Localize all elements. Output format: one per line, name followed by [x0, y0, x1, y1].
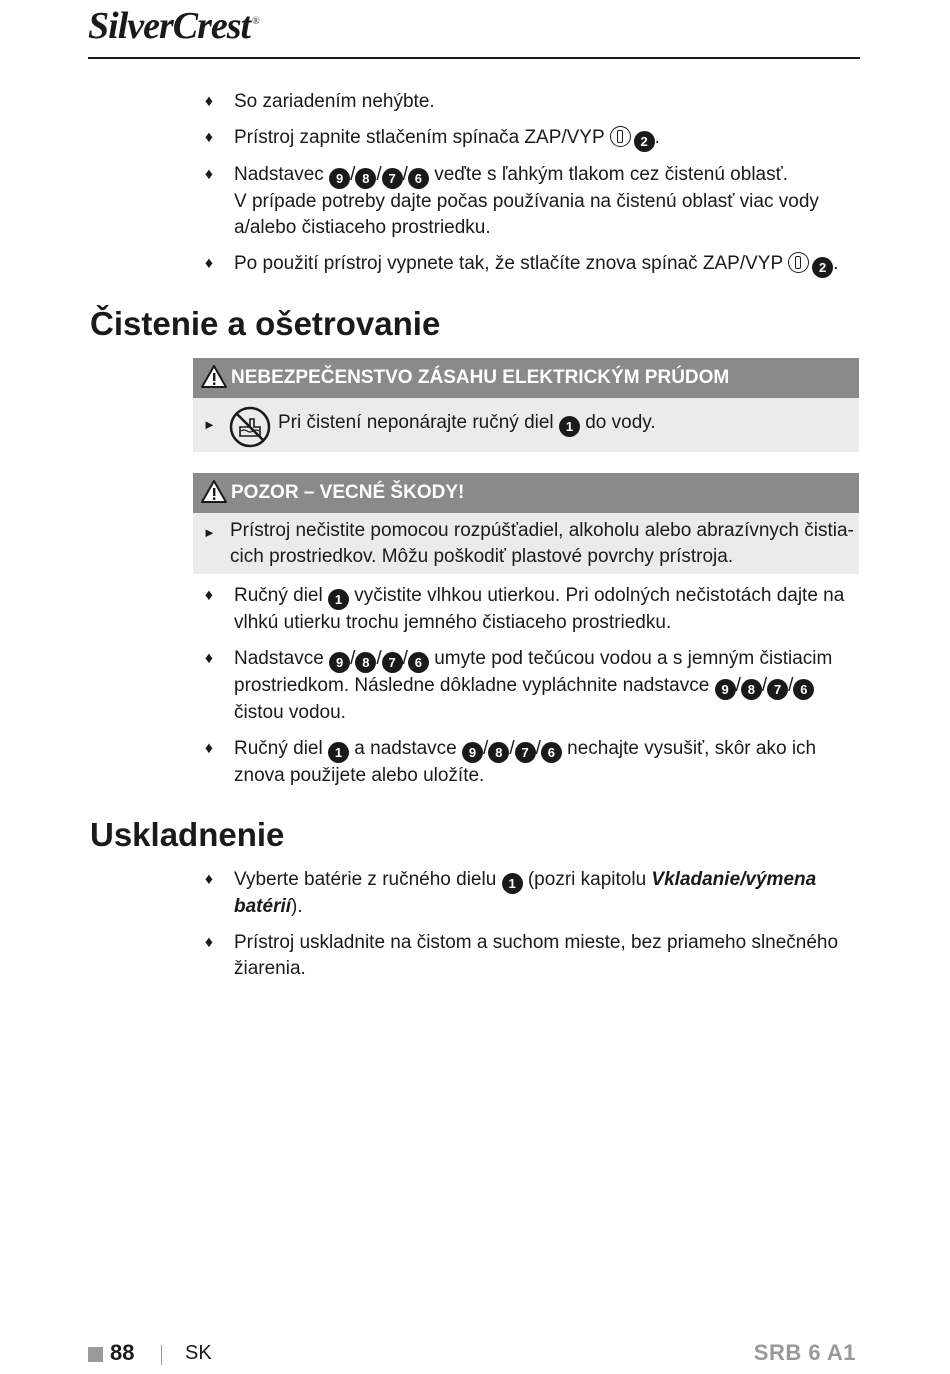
- item-text: .: [654, 127, 660, 148]
- item-text: ).: [291, 896, 303, 917]
- warning-triangle-icon: [201, 365, 227, 388]
- danger-box-title: NEBEZPEČENSTVO ZÁSAHU ELEKTRICKÝM PRÚDOM: [231, 367, 730, 388]
- diamond-bullet-icon: ♦: [204, 934, 214, 951]
- diamond-bullet-icon: ♦: [204, 650, 214, 667]
- list-item: [200, 583, 860, 636]
- item-text: umyte pod tečúcou vodou a s jemným čistiacim: [434, 648, 833, 669]
- danger-box-header: [193, 358, 859, 398]
- caution-box: [193, 473, 859, 574]
- item-text: Ručný diel: [234, 585, 323, 606]
- item-text: vlhkú utierku trochu jemného čistiaceho prostriedku.: [234, 612, 672, 633]
- part-number-badge: 2: [812, 257, 833, 278]
- power-switch-icon: [788, 252, 809, 273]
- part-number-badge: 9: [715, 679, 736, 700]
- item-text: So zariadením nehýbte.: [234, 91, 435, 112]
- brand-name: SilverCrest: [88, 5, 251, 47]
- part-number-badge: 7: [382, 652, 403, 673]
- danger-box-row: [193, 398, 859, 437]
- slash: /: [350, 164, 356, 185]
- part-number-badge: 7: [767, 679, 788, 700]
- chapter-reference: Vkladanie/výmena: [651, 869, 817, 890]
- list-item: [200, 251, 860, 278]
- no-immersion-icon: [229, 406, 271, 448]
- cleaning-list: [200, 583, 860, 789]
- model-number: SRB 6 A1: [753, 1340, 856, 1365]
- list-item: [200, 646, 860, 726]
- footer-divider: [161, 1345, 162, 1365]
- caution-text: cich prostriedkov. Môžu poškodiť plastové povrchy prístroja.: [230, 546, 734, 567]
- item-text: .: [833, 253, 839, 274]
- part-number-badge: 8: [741, 679, 762, 700]
- part-number-badge: 6: [408, 168, 429, 189]
- registered-mark: ®: [252, 16, 259, 28]
- item-text: Nadstavec: [234, 164, 324, 185]
- power-switch-icon: [610, 126, 631, 147]
- chapter-reference: batérií: [234, 896, 292, 917]
- list-item: [200, 89, 860, 115]
- diamond-bullet-icon: ♦: [204, 129, 214, 146]
- item-text: prostriedkom. Následne dôkladne vypláchnite nadstavce: [234, 675, 710, 696]
- brand-logo: [88, 4, 259, 48]
- caution-box-title: POZOR – VECNÉ ŠKODY!: [231, 482, 465, 503]
- part-number-badge: 8: [355, 652, 376, 673]
- item-text: Prístroj zapnite stlačením spínača ZAP/VYP: [234, 127, 605, 148]
- item-text: veďte s ľahkým tlakom cez čistenú oblasť.: [434, 164, 789, 185]
- item-text: V prípade potreby dajte počas používania na čistenú oblasť viac vody: [234, 191, 819, 212]
- diamond-bullet-icon: ♦: [204, 166, 214, 183]
- list-item: [200, 125, 860, 152]
- caution-box-row: [193, 513, 859, 570]
- section-heading-cleaning: Čistenie a ošetrovanie: [90, 305, 441, 342]
- section-heading-storage: Uskladnenie: [90, 816, 285, 853]
- arrow-bullet-icon: ►: [203, 525, 216, 540]
- storage-list: [200, 867, 860, 982]
- part-number-badge: 2: [634, 131, 655, 152]
- list-item: [200, 162, 860, 241]
- item-text: žiarenia.: [234, 958, 306, 979]
- part-number-badge: 7: [382, 168, 403, 189]
- part-number-badge: 1: [559, 416, 580, 437]
- part-number-badge: 1: [328, 589, 349, 610]
- slash: /: [483, 738, 489, 759]
- list-item: [200, 867, 860, 920]
- item-text: Nadstavce: [234, 648, 324, 669]
- item-text: vyčistite vlhkou utierkou. Pri odolných nečistotách dajte na: [354, 585, 845, 606]
- part-number-badge: 8: [488, 742, 509, 763]
- slash: /: [402, 164, 408, 185]
- item-text: znova použijete alebo uložíte.: [234, 765, 485, 786]
- slash: /: [350, 648, 356, 669]
- diamond-bullet-icon: ♦: [204, 255, 214, 272]
- diamond-bullet-icon: ♦: [204, 93, 214, 110]
- warning-triangle-icon: [201, 480, 227, 503]
- slash: /: [376, 164, 382, 185]
- item-text: čistou vodou.: [234, 702, 346, 723]
- arrow-bullet-icon: ►: [203, 417, 216, 432]
- part-number-badge: 1: [502, 873, 523, 894]
- slash: /: [376, 648, 382, 669]
- danger-text: Pri čistení neponárajte ručný diel: [278, 412, 554, 433]
- intro-list: [200, 89, 860, 278]
- danger-text: do vody.: [585, 412, 656, 433]
- item-text: Po použití prístroj vypnete tak, že stlačíte znova spínač ZAP/VYP: [234, 253, 783, 274]
- diamond-bullet-icon: ♦: [204, 740, 214, 757]
- slash: /: [761, 675, 768, 696]
- item-text: nechajte vysušiť, skôr ako ich: [567, 738, 817, 759]
- slash: /: [735, 675, 741, 696]
- danger-warning-box: [193, 358, 859, 452]
- list-item: [200, 736, 860, 789]
- header-rule: [88, 57, 860, 59]
- part-number-badge: 9: [329, 652, 350, 673]
- part-number-badge: 6: [408, 652, 429, 673]
- part-number-badge: 9: [462, 742, 483, 763]
- item-text: Prístroj uskladnite na čistom a suchom mieste, bez priameho slnečného: [234, 932, 839, 953]
- slash: /: [535, 738, 541, 759]
- diamond-bullet-icon: ♦: [204, 587, 214, 604]
- diamond-bullet-icon: ♦: [204, 871, 214, 888]
- item-text: a/alebo čistiaceho prostriedku.: [234, 217, 491, 238]
- page-marker-square: [88, 1347, 103, 1362]
- slash: /: [788, 675, 794, 696]
- item-text: (pozri kapitolu: [527, 869, 647, 890]
- caution-text: Prístroj nečistite pomocou rozpúšťadiel, alkoholu alebo abrazívnych čistia-: [230, 520, 854, 541]
- part-number-badge: 9: [329, 168, 350, 189]
- item-text: a nadstavce: [354, 738, 457, 759]
- part-number-badge: 6: [793, 679, 814, 700]
- part-number-badge: 8: [355, 168, 376, 189]
- slash: /: [402, 648, 408, 669]
- list-item: [200, 930, 860, 982]
- part-number-badge: 7: [515, 742, 536, 763]
- caution-box-header: [193, 473, 859, 513]
- slash: /: [509, 738, 515, 759]
- part-number-badge: 1: [328, 742, 349, 763]
- language-code: SK: [185, 1342, 212, 1364]
- item-text: Ručný diel: [234, 738, 323, 759]
- item-text: Vyberte batérie z ručného dielu: [234, 869, 497, 890]
- part-number-badge: 6: [541, 742, 562, 763]
- page-number: 88: [110, 1340, 135, 1365]
